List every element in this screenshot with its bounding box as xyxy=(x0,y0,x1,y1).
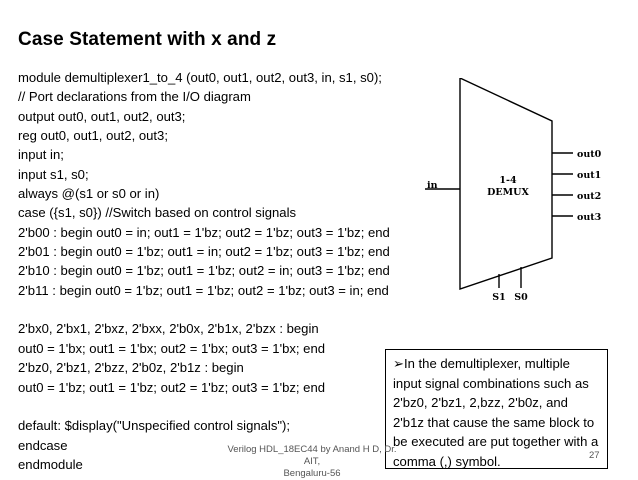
code-line: 2'bx0, 2'bx1, 2'bxz, 2'bxx, 2'b0x, 2'b1x, 2'bzx : begin xyxy=(18,321,319,337)
output-label-out2: out2 xyxy=(577,191,602,202)
demux-diagram xyxy=(415,78,630,308)
output-label-out1: out1 xyxy=(577,170,602,181)
slide-title: Case Statement with x and z xyxy=(18,29,277,50)
code-line: 2'b10 : begin out0 = 1'bz; out1 = 1'bz; out2 = in; out3 = 1'bz; end xyxy=(18,263,390,279)
output-label-out3: out3 xyxy=(577,212,602,223)
code-line: input in; xyxy=(18,147,64,163)
code-line: 2'b11 : begin out0 = 1'bz; out1 = 1'bz; out2 = 1'bz; out3 = in; end xyxy=(18,282,389,298)
code-line: always @(s1 or s0 or in) xyxy=(18,186,160,202)
code-line: // Port declarations from the I/O diagram xyxy=(18,89,251,105)
select-label-s1: S1 xyxy=(492,292,506,303)
code-line: endcase xyxy=(18,437,68,453)
code-line: module demultiplexer1_to_4 (out0, out1, out2, out3, in, s1, s0); xyxy=(18,70,382,85)
code-line: case ({s1, s0}) //Switch based on control signals xyxy=(18,205,297,221)
code-line: reg out0, out1, out2, out3; xyxy=(18,128,168,144)
output-label-out0: out0 xyxy=(577,149,602,160)
code-line: output out0, out1, out2, out3; xyxy=(18,108,186,124)
code-line: input s1, s0; xyxy=(18,166,89,182)
code-line: endmodule xyxy=(18,456,83,472)
footer-line-2: Bengaluru-56 xyxy=(283,468,341,479)
select-label-s0: S0 xyxy=(514,292,528,303)
input-label-in: in xyxy=(427,180,438,191)
explanation-note-box xyxy=(385,349,608,469)
note-bullet-icon: ➢ xyxy=(393,356,404,371)
page-number: 27 xyxy=(589,450,600,461)
code-line: out0 = 1'bz; out1 = 1'bz; out2 = 1'bz; out3 = 1'bz; end xyxy=(18,379,326,395)
code-line: default: $display("Unspecified control signals"); xyxy=(18,418,291,434)
slide-footer xyxy=(222,444,402,480)
code-line: out0 = 1'bx; out1 = 1'bx; out2 = 1'bx; out3 = 1'bx; end xyxy=(18,340,326,356)
code-line: 2'b00 : begin out0 = in; out1 = 1'bz; out2 = 1'bz; out3 = 1'bz; end xyxy=(18,224,390,240)
demux-label-demux: DEMUX xyxy=(487,187,529,198)
code-line: 2'b01 : begin out0 = 1'bz; out1 = in; out2 = 1'bz; out3 = 1'bz; end xyxy=(18,244,390,260)
code-line xyxy=(18,300,443,319)
demux-label-1-4: 1-4 xyxy=(499,175,517,186)
code-line: 2'bz0, 2'bz1, 2'bzz, 2'b0z, 2'b1z : begin xyxy=(18,360,244,376)
footer-line-1: Verilog HDL_18EC44 by Anand H D, Dr. AIT, xyxy=(227,444,397,467)
note-text: In the demultiplexer, multiple input signal combinations such as 2'bz0, 2'bz1, 2,bzz, 2'b0z, and 2'b1z that cause the same block to be executed are put together with a comma (,) symbol. xyxy=(393,356,599,469)
verilog-code-block xyxy=(18,68,443,474)
code-line xyxy=(18,397,443,416)
